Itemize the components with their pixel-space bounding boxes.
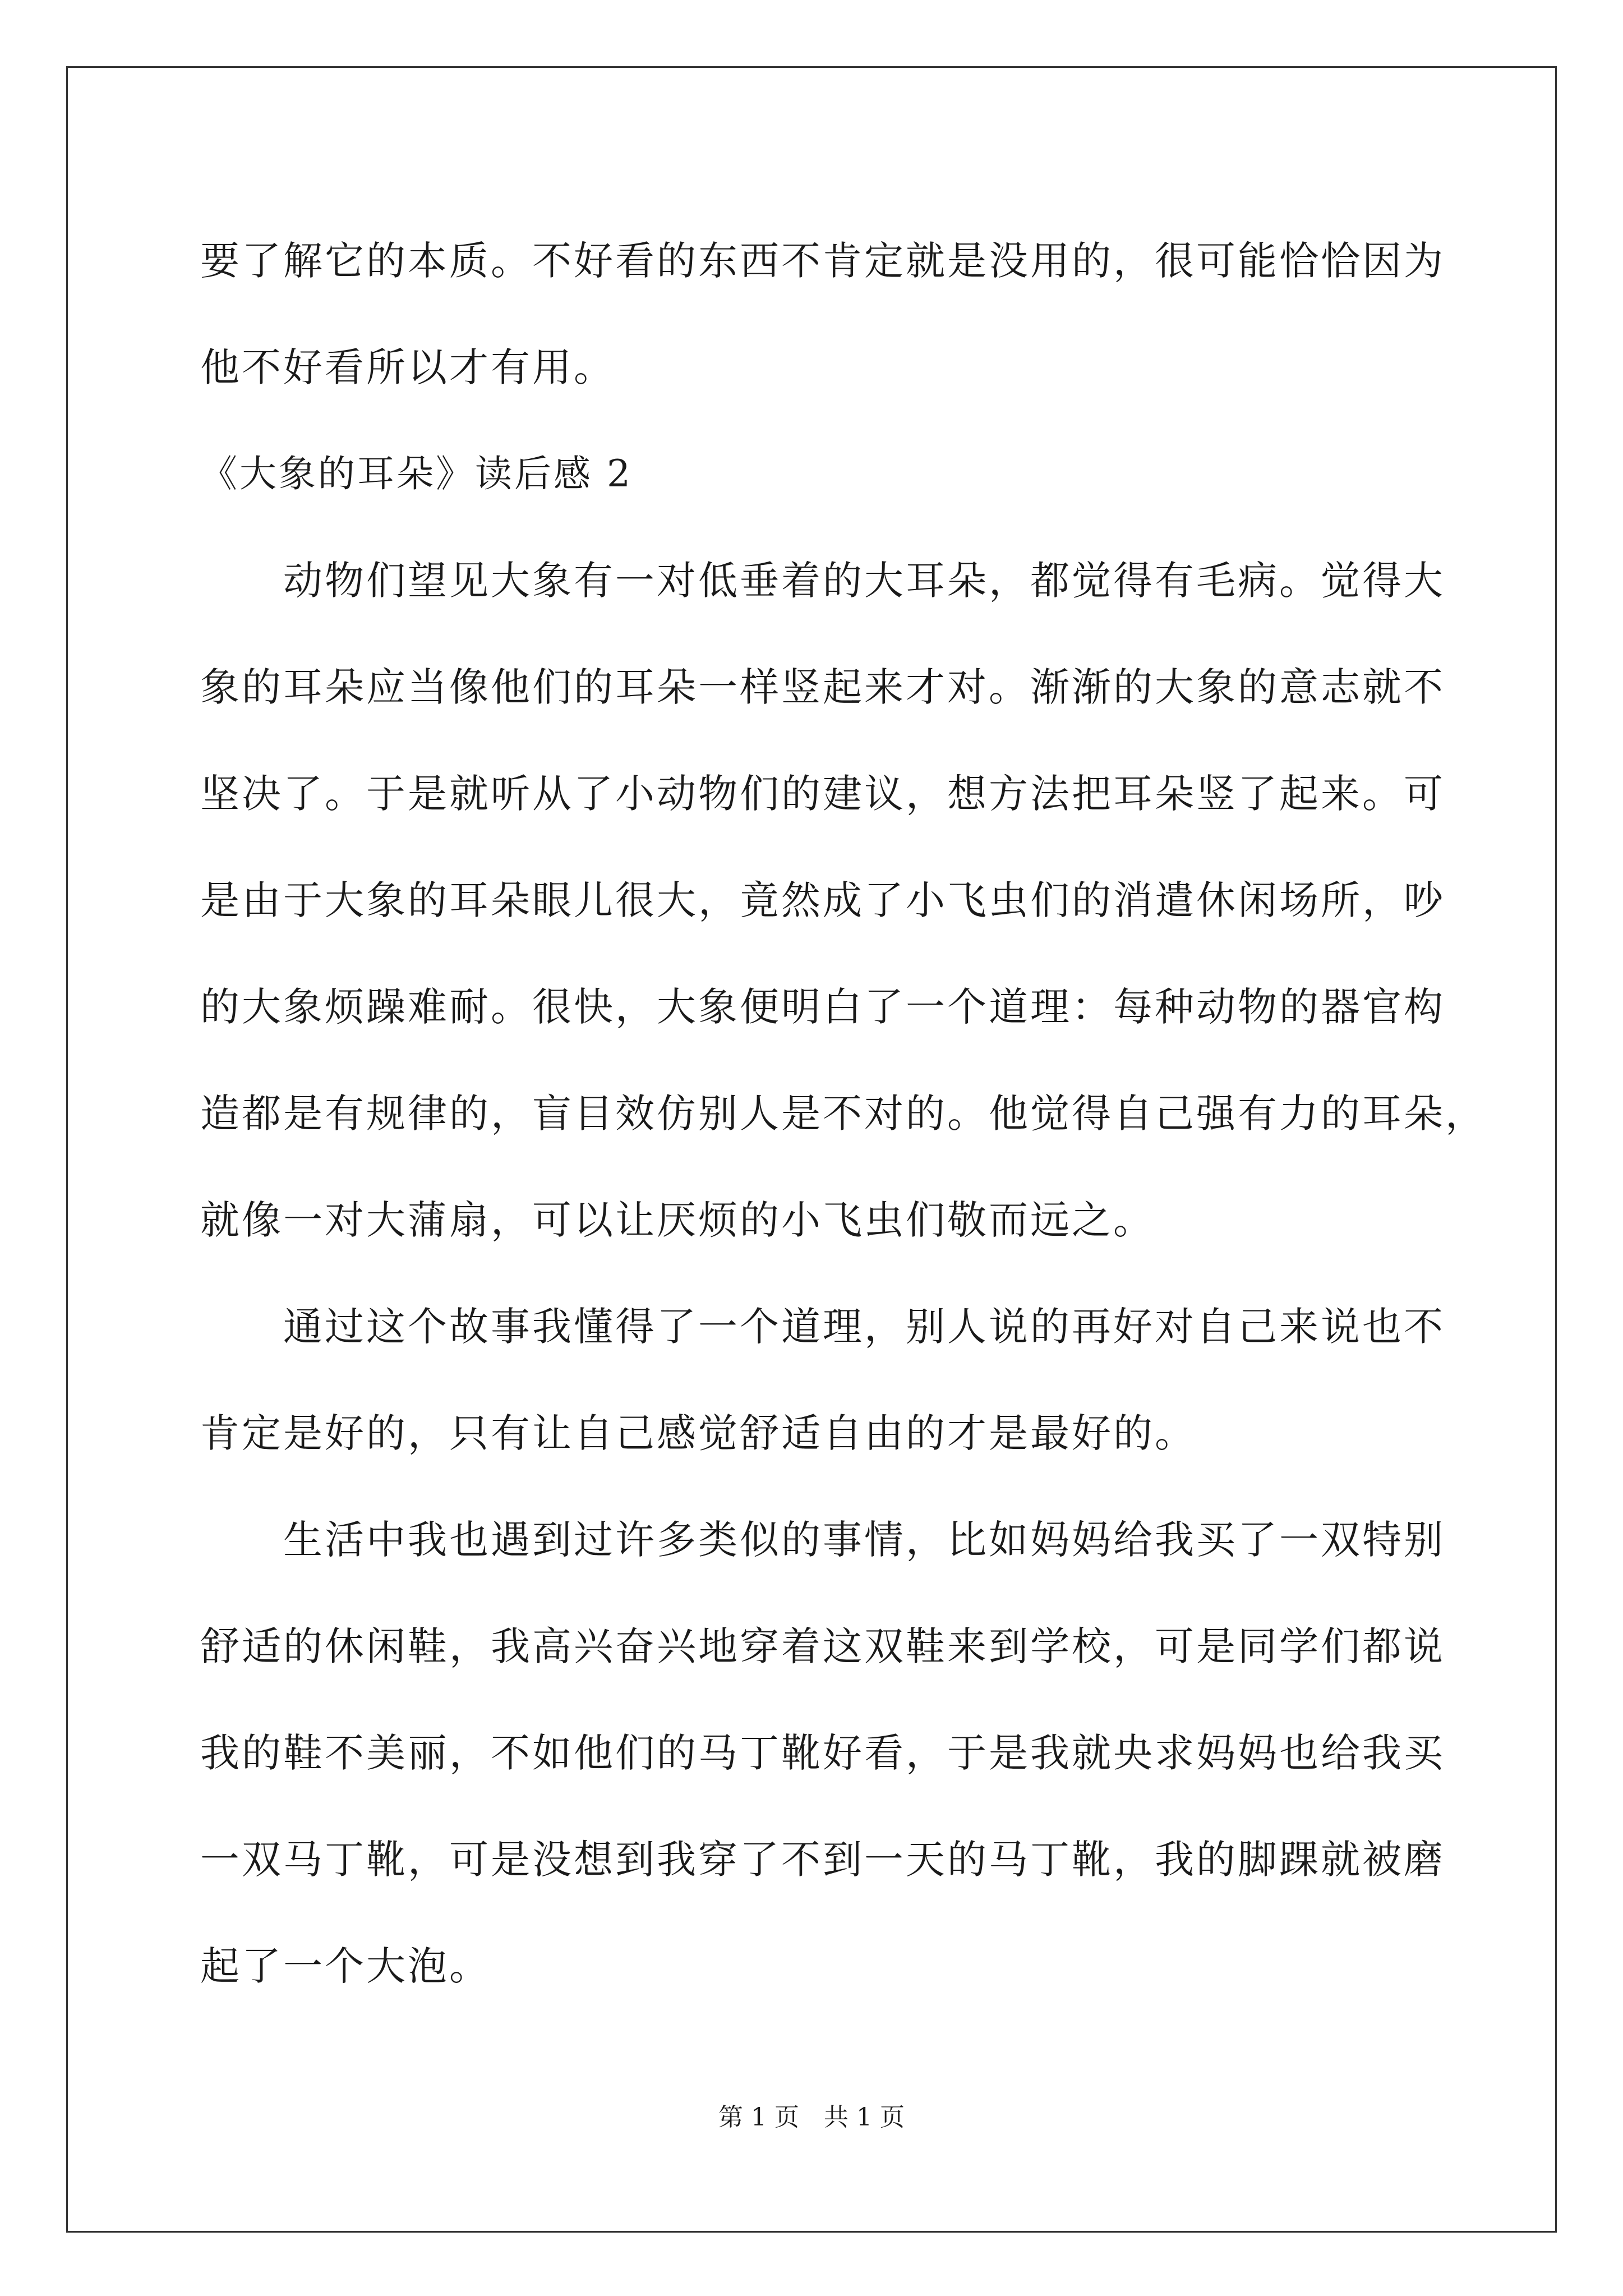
text-line: 通过这个故事我懂得了一个道理，别人说的再好对自己来说也不 xyxy=(283,1304,1445,1350)
text-line: 一双马丁靴，可是没想到我穿了不到一天的马丁靴，我的脚踝就被磨 xyxy=(200,1837,1445,1883)
text-line: 动物们望见大象有一对低垂着的大耳朵，都觉得有毛病。觉得大 xyxy=(283,558,1445,604)
text-line: 坚决了。于是就听从了小动物们的建议，想方法把耳朵竖了起来。可 xyxy=(200,771,1445,817)
text-line: 是由于大象的耳朵眼儿很大，竟然成了小飞虫们的消遣休闲场所，吵 xyxy=(200,877,1445,923)
text-line: 舒适的休闲鞋，我高兴奋兴地穿着这双鞋来到学校，可是同学们都说 xyxy=(200,1623,1445,1669)
text-line: 他不好看所以才有用。 xyxy=(200,344,615,390)
text-line: 就像一对大蒲扇，可以让厌烦的小飞虫们敬而远之。 xyxy=(200,1197,1155,1243)
text-line: 肯定是好的，只有让自己感觉舒适自由的才是最好的。 xyxy=(200,1410,1196,1456)
text-line: 象的耳朵应当像他们的耳朵一样竖起来才对。渐渐的大象的意志就不 xyxy=(200,664,1445,710)
text-line: 起了一个大泡。 xyxy=(200,1943,491,1989)
document-body xyxy=(200,208,1487,2019)
page-number: 第 1 页 共 1 页 xyxy=(718,2103,905,2132)
text-line: 造都是有规律的，盲目效仿别人是不对的。他觉得自己强有力的耳朵， xyxy=(200,1091,1487,1137)
text-line: 我的鞋不美丽，不如他们的马丁靴好看，于是我就央求妈妈也给我买 xyxy=(200,1730,1445,1776)
text-line: 的大象烦躁难耐。很快，大象便明白了一个道理：每种动物的器官构 xyxy=(200,984,1445,1030)
section-heading: 《大象的耳朵》读后感 2 xyxy=(200,452,633,495)
text-line: 生活中我也遇到过许多类似的事情，比如妈妈给我买了一双特别 xyxy=(283,1517,1445,1563)
text-line: 要了解它的本质。不好看的东西不肯定就是没用的，很可能恰恰因为 xyxy=(200,238,1445,284)
